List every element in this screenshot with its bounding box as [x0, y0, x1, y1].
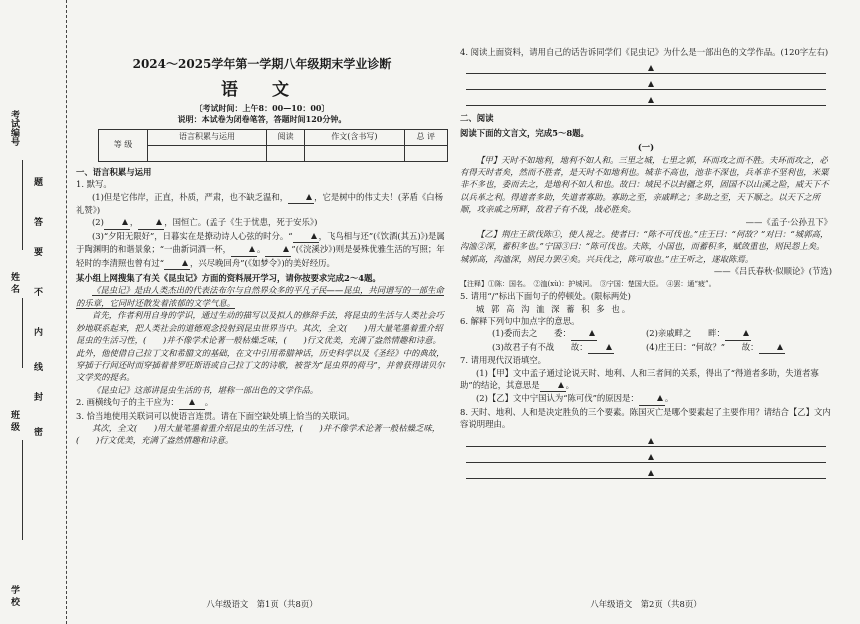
seal-char: 内	[34, 328, 44, 338]
triangle-icon	[249, 246, 255, 252]
question-3-text: 其次，全文( )用大量笔墨着重介绍昆虫的生活习性，( )并不像学术论著一般枯燥乏味，( )行文优美，充满了盎然情趣和诗意。	[76, 422, 441, 446]
answer-blank[interactable]	[759, 341, 785, 354]
passage-jia: 【甲】天时不如地利，地利不如人和。三里之城，七里之郭，环而攻之而不胜。夫环而攻之，必有得天时者矣，然而不胜者，是天时不如地利也。城非不高也，池非不深也，兵革非不坚利也，米粟非不多也，委而去之，是地利不如人和也。故曰：域民不以封疆之界，固国不以山溪之险，威天下不以兵革之利。得道者多助，失道者寡助。寡助之至，亲戚畔之；多助之至，天下顺之。以天下之所顺，攻亲戚之所畔，故君子有不战，战必胜矣。	[460, 154, 829, 215]
score-header: 总 评	[404, 129, 447, 145]
answer-line[interactable]	[466, 90, 826, 106]
subject-title: 语 文	[221, 80, 303, 101]
question-1-2: (2) ， ，国恒亡。(孟子《生于忧患，死于安乐》)	[76, 216, 448, 229]
question-3: 3. 恰当地使用关联词可以使语言连贯。请在下面空缺处填上恰当的关联词。	[76, 410, 355, 421]
triangle-icon	[648, 65, 654, 71]
seal-char: 要	[34, 248, 44, 258]
binding-margin	[0, 0, 67, 624]
class-line	[22, 440, 23, 540]
page-footer: 八年级语文 第2页（共8页）	[590, 598, 702, 609]
passage-notes: 【注释】①陈：国名。 ②洫(xù)：护城河。 ③宁国：楚国大臣。 ④罢：通“疲”。	[460, 279, 716, 288]
question-7-2: (2)【乙】文中宁国认为“陈可伐”的原因是： 。	[460, 392, 832, 405]
name-line	[22, 298, 23, 368]
seal-char: 封	[34, 393, 44, 403]
triangle-icon	[648, 470, 654, 476]
answer-line[interactable]	[466, 58, 826, 74]
answer-blank[interactable]	[231, 243, 257, 256]
answer-blank[interactable]	[639, 392, 665, 405]
score-cell[interactable]	[266, 145, 304, 161]
question-5: 5. 请用“/”标出下面句子的停顿处。(限标两处)	[460, 291, 631, 302]
grade-label: 等 级	[99, 129, 148, 161]
triangle-icon	[156, 219, 162, 225]
question-1-3: (3)“夕阳无限好”，日暮实在是撩动诗人心弦的时分。“ ，飞鸟相与还”(《饮酒(其五)》)是属于陶渊明的和谐景象；“一曲新词酒一杯， 。 ”(《浣溪沙》)则是晏殊优雅生活的写照；年轻时的李清照也曾有过“ ，兴尽晚回舟”(《如梦令》)的美好经历。	[76, 230, 448, 270]
exam-number-label: 考试编号	[9, 110, 19, 146]
triangle-icon	[657, 395, 663, 401]
seal-char: 答	[34, 218, 44, 228]
section-heading: 一、语言积累与运用	[76, 166, 152, 177]
class-label: 班 级	[9, 410, 19, 432]
exam-note: 说明：本试卷为闭卷笔答，答题时间120分钟。	[177, 113, 347, 124]
question-6: 6. 解释下列句中加点字的意思。	[460, 315, 580, 326]
answer-blank[interactable]	[571, 327, 597, 340]
page-1	[76, 52, 448, 612]
triangle-icon	[558, 382, 564, 388]
material-paragraph: 《昆虫记》是由人类杰出的代表法布尔与自然界众多的平凡子民——昆虫，共同谱写的一部生命的乐章，它同时还散发着浓郁的文学气息。	[76, 285, 444, 308]
triangle-icon	[648, 97, 654, 103]
task-intro: 某小组上网搜集了有关《昆虫记》方面的资料展开学习，请你按要求完成2～4题。	[76, 273, 381, 284]
exam-number-line	[22, 160, 23, 250]
answer-blank[interactable]	[138, 216, 164, 229]
question-2: 2. 画横线句子的主干应为： 。	[76, 396, 448, 409]
answer-blank[interactable]	[288, 191, 314, 204]
answer-blank[interactable]	[725, 327, 751, 340]
question-7: 7. 请用现代汉语填空。	[460, 355, 547, 366]
material-paragraph: 《昆虫记》这部讲昆虫生活的书，堪称一部出色的文学作品。	[92, 384, 319, 395]
score-header: 阅读	[266, 129, 304, 145]
triangle-icon	[743, 330, 749, 336]
triangle-icon	[122, 219, 128, 225]
exam-time: 〔考试时间：上午8：00—10：00〕	[194, 102, 330, 113]
question-7-1: (1)【甲】文中孟子通过论说天时、地利、人和三者间的关系，得出了“得道者多助，失道者寡助”的结论，其意思是 。	[460, 367, 832, 393]
answer-line[interactable]	[466, 463, 826, 479]
triangle-icon	[189, 399, 195, 405]
material-paragraph: 首先，作者利用自身的学识，通过生动的描写以及拟人的修辞手法，将昆虫的生活与人类社会巧妙地联系起来，把人类社会的道德观念投射到昆虫世界当中。其次，全文( )用大量笔墨着重介绍昆虫的生活习性，( )并不像学术论著一般枯燥乏味，( )行文优美，充满了盎然情趣和诗意。此外，他使借自己拉丁文和希腊文的基础，在文中引用希腊神话，历史科学以及《圣经》中的典故，穿插于行间还时而穿插着普罗旺斯语或自己拉丁文的诗歌，被誉为“昆虫界的荷马”，并曾获得诺贝尔文学奖的提名。	[76, 310, 445, 383]
answer-blank[interactable]	[179, 396, 205, 409]
answer-line[interactable]	[466, 447, 826, 463]
answer-blank[interactable]	[293, 230, 319, 243]
answer-blank[interactable]	[540, 379, 566, 392]
triangle-icon	[777, 344, 783, 350]
triangle-icon	[648, 454, 654, 460]
answer-blank[interactable]	[164, 257, 190, 270]
passage-source: ——《孟子·公孙丑下》	[745, 216, 832, 227]
triangle-icon	[648, 81, 654, 87]
score-cell[interactable]	[305, 145, 404, 161]
seal-char: 题	[34, 178, 44, 188]
triangle-icon	[311, 233, 317, 239]
triangle-icon	[648, 438, 654, 444]
triangle-icon	[589, 330, 595, 336]
reading-intro: 阅读下面的文言文，完成5～8题。	[460, 127, 589, 138]
score-table	[98, 129, 448, 162]
question-5-text: 城 郭 高 沟 洫 深 蓄 积 多 也。	[476, 303, 633, 314]
question-8: 8. 天时、地利、人和是决定胜负的三个要素。陈国灭亡是哪个要素起了主要作用？请结合【乙】文内容说明理由。	[460, 406, 831, 430]
triangle-icon	[606, 344, 612, 350]
section-heading: 二、阅读	[460, 113, 494, 124]
score-cell[interactable]	[148, 145, 267, 161]
score-header: 作文(含书写)	[305, 129, 404, 145]
question-1-1: (1)但是它伟岸，正直，朴质，严肃，也不缺乏温和， ，它是树中的伟丈夫！(茅盾《白杨礼赞》)	[76, 191, 444, 216]
triangle-icon	[306, 194, 312, 200]
passage-source: ——《吕氏春秋·似顺论》(节选)	[713, 266, 832, 277]
answer-blank[interactable]	[104, 216, 130, 229]
answer-line[interactable]	[466, 431, 826, 447]
answer-blank[interactable]	[265, 243, 291, 256]
page-2	[460, 46, 832, 612]
question-6-row: (1)委而去之 委： (2)亲戚畔之 畔：	[460, 327, 832, 340]
answer-blank[interactable]	[588, 341, 614, 354]
score-cell[interactable]	[404, 145, 447, 161]
page-footer: 八年级语文 第1页（共8页）	[206, 598, 318, 609]
exam-title: 2024～2025学年第一学期八年级期末学业诊断	[132, 57, 392, 71]
seal-char: 不	[34, 288, 44, 298]
reading-part: (一)	[637, 142, 655, 153]
triangle-icon	[182, 260, 188, 266]
question-6-row: (3)故君子有不战 故： (4)庄王曰：“何故？” 故：	[460, 341, 832, 354]
passage-yi: 【乙】荆庄王欲伐陈①，使人视之。使者曰：“陈不可伐也。”庄王曰：“何故？”对曰：“城郭高，沟洫②深，蓄积多也。”宁国③曰：“陈可伐也。夫陈，小国也，而蓄积多，赋敛重也，则民怨上矣。城郭高，沟洫深，则民力罢④矣。兴兵伐之，陈可取也。”庄王听之，遂取陈焉。	[460, 229, 829, 264]
score-header: 语言积累与运用	[148, 129, 267, 145]
answer-line[interactable]	[466, 74, 826, 90]
school-label: 学 校	[9, 585, 19, 607]
question-1: 1. 默写。	[76, 179, 112, 190]
question-4: 4. 阅读上面资料，请用自己的话告诉同学们《昆虫记》为什么是一部出色的文学作品。(120字左右)	[460, 47, 829, 57]
name-label: 姓 名	[9, 272, 19, 294]
seal-char: 线	[34, 363, 44, 373]
seal-char: 密	[34, 428, 44, 438]
triangle-icon	[283, 246, 289, 252]
